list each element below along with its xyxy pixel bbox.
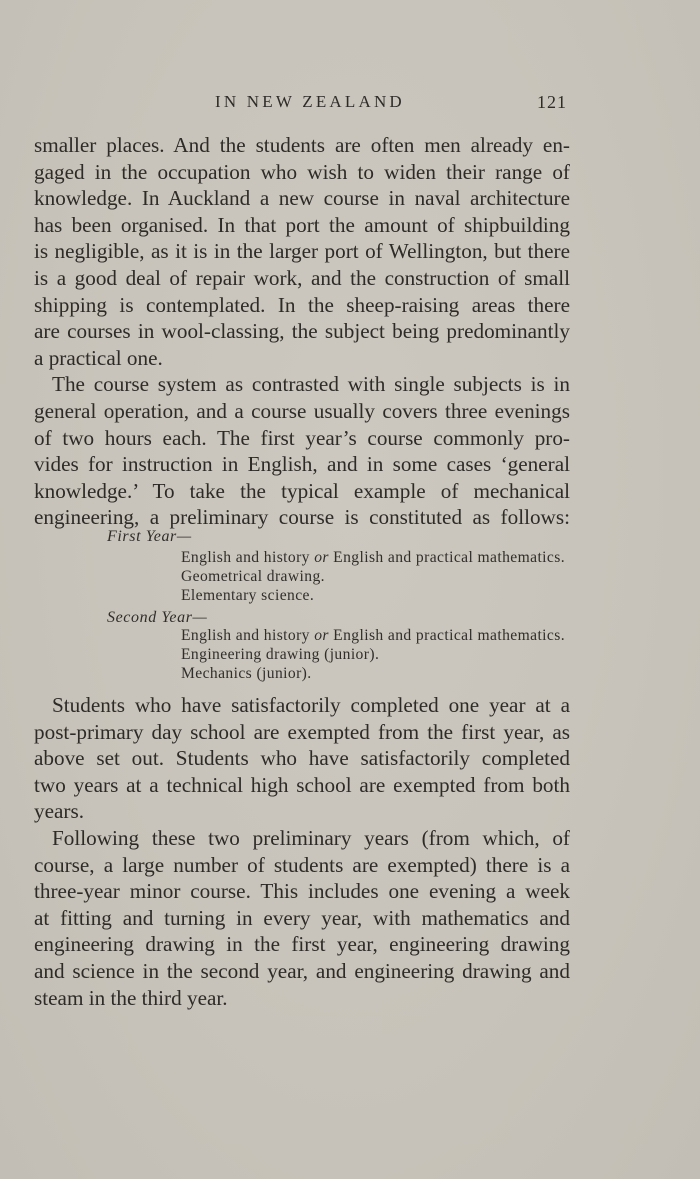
- page-header: [0, 92, 700, 118]
- text-line: Students who have satisfactorily completed one year at a: [52, 693, 570, 717]
- text-line: post-primary day school are exempted from the first year, as: [34, 719, 570, 744]
- text-line: Following these two preliminary years (from which, of: [52, 825, 570, 850]
- text-line: is negligible, as it is in the larger port of Wellington, but there: [34, 239, 570, 264]
- paragraph-1: [34, 132, 570, 371]
- text-line: The course system as contrasted with single subjects is in: [52, 372, 570, 397]
- text-line: gaged in the occupation who wish to widen their range of: [34, 159, 570, 184]
- text-line: knowledge. In Auckland a new course in naval architecture: [34, 186, 570, 211]
- paragraph-2: [34, 371, 570, 531]
- text-line: a practical one.: [34, 345, 163, 370]
- course-item: Mechanics (junior).: [181, 665, 312, 682]
- text-line: steam in the third year.: [34, 985, 228, 1010]
- text-line: is a good deal of repair work, and the construction of small: [34, 265, 570, 290]
- text-line: course, a large number of students are exempted) there is a: [34, 852, 570, 877]
- text-line: engineering, a preliminary course is constituted as follows:: [34, 505, 570, 530]
- text-line: at fitting and turning in every year, with mathematics and: [34, 905, 570, 930]
- text-line: are courses in wool-classing, the subject being predominantly: [34, 319, 570, 344]
- text-line: two years at a technical high school are exempted from both: [34, 772, 570, 797]
- course-item: English and history or English and practical mathematics.: [181, 549, 565, 566]
- text-line: knowledge.’ To take the typical example of mechanical: [34, 478, 570, 503]
- text-line: engineering drawing in the first year, engineering drawing: [34, 932, 570, 957]
- body-text-upper: [34, 132, 570, 531]
- paragraph-3: [34, 692, 570, 825]
- page-number: 121: [537, 92, 567, 112]
- course-item: English and history or English and practical mathematics.: [181, 627, 565, 644]
- text-line: of two hours each. The first year’s course commonly pro-: [34, 425, 570, 450]
- running-title: IN NEW ZEALAND: [215, 92, 405, 111]
- course-item: Elementary science.: [181, 587, 315, 604]
- text-line: vides for instruction in English, and in some cases ‘general: [34, 452, 570, 477]
- text-line: three-year minor course. This includes one evening a week: [34, 879, 570, 904]
- body-text-lower: [34, 692, 570, 1011]
- paragraph-4: [34, 825, 570, 1011]
- text-line: and science in the second year, and engineering drawing and: [34, 958, 570, 983]
- first-year-heading: First Year—: [107, 528, 192, 545]
- text-line: above set out. Students who have satisfactorily completed: [34, 746, 570, 771]
- text-line: shipping is contemplated. In the sheep-raising areas there: [34, 292, 570, 317]
- course-item: Engineering drawing (junior).: [181, 646, 380, 663]
- second-year-heading: Second Year—: [107, 609, 208, 626]
- course-item: Geometrical drawing.: [181, 568, 325, 585]
- text-line: general operation, and a course usually covers three evenings: [34, 398, 570, 423]
- text-line: smaller places. And the students are often men already en-: [34, 133, 570, 157]
- text-line: years.: [34, 799, 84, 824]
- text-line: has been organised. In that port the amount of shipbuilding: [34, 212, 570, 237]
